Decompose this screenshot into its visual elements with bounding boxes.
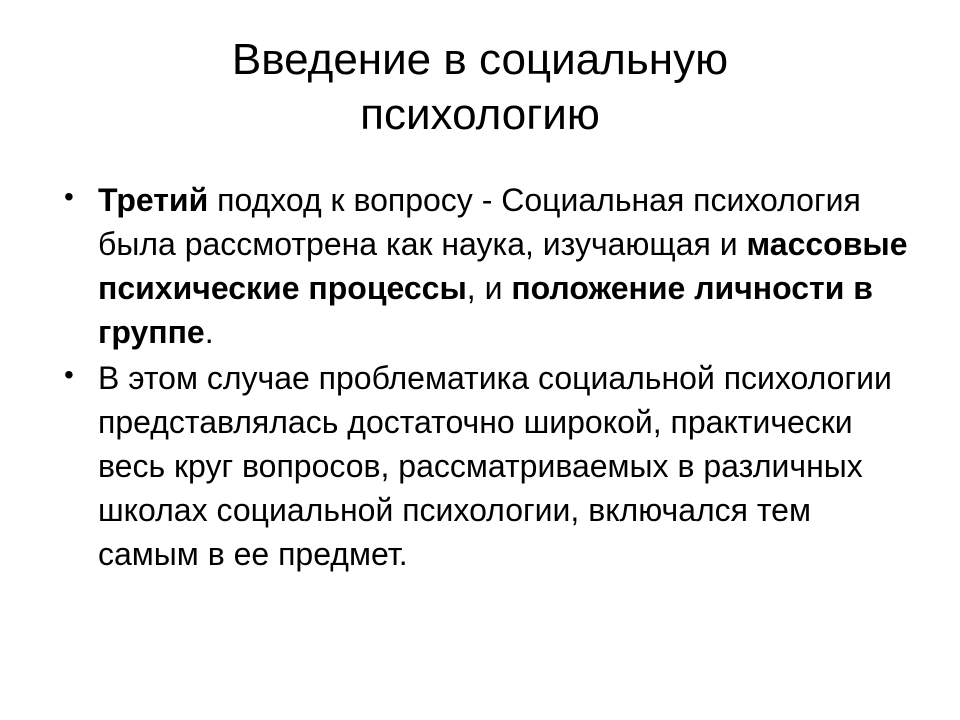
bullet-item-2 xyxy=(60,356,910,576)
bullet-1-bold-third: Третий xyxy=(98,182,209,218)
bullet-item-1 xyxy=(60,178,910,354)
slide-title-line-2: психологию xyxy=(360,90,600,139)
bullet-1-text-part-3: . xyxy=(204,314,214,350)
slide-title-line-1: Введение в социальную xyxy=(231,35,729,84)
bullet-list xyxy=(60,178,910,578)
bullet-1-text-part-2: , и xyxy=(466,270,512,306)
bullet-dot-icon: • xyxy=(64,181,74,212)
bullet-1-bold-personality-position: положение личности в группе xyxy=(98,270,873,350)
bullet-2-text: В этом случае проблематика социальной психологии представлялась достаточно широкой, практически весь круг вопросов, рассматриваемых в различных школах социальной психологии, включался тем самым в ее предмет. xyxy=(98,360,892,572)
bullet-dot-icon: • xyxy=(64,359,74,390)
bullet-1-bold-mass-processes: массовые психические процессы xyxy=(98,226,908,306)
bullet-1-text-part-1: подход к вопросу - Социальная психология была рассмотрена как наука, изучающая и xyxy=(98,182,861,262)
slide-title xyxy=(80,32,880,142)
